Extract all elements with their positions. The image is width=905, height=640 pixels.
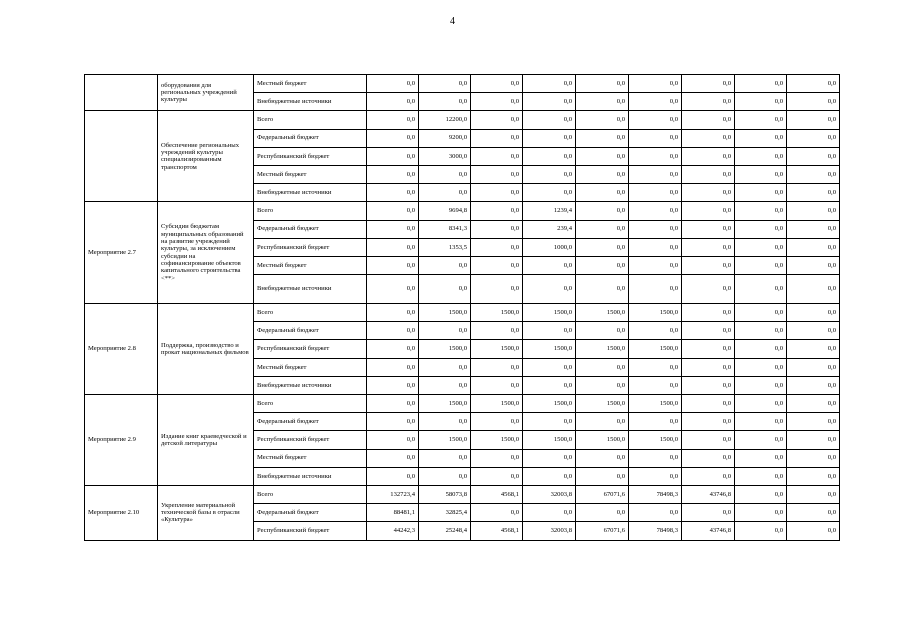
- amount-cell: 0,0: [367, 395, 419, 413]
- amount-cell: 0,0: [576, 467, 629, 485]
- measure-name-cell: Поддержка, производство и прокат национальных фильмов: [158, 304, 254, 395]
- amount-cell: 0,0: [682, 184, 735, 202]
- funding-source-cell: Республиканский бюджет: [254, 147, 367, 165]
- amount-cell: 1500,0: [629, 431, 682, 449]
- funding-source-cell: Федеральный бюджет: [254, 129, 367, 147]
- funding-source-cell: Внебюджетные источники: [254, 184, 367, 202]
- amount-cell: 0,0: [367, 304, 419, 322]
- amount-cell: 0,0: [419, 376, 471, 394]
- funding-source-cell: Внебюджетные источники: [254, 93, 367, 111]
- funding-source-cell: Внебюджетные источники: [254, 275, 367, 304]
- amount-cell: 0,0: [735, 93, 787, 111]
- amount-cell: 43746,8: [682, 522, 735, 540]
- amount-cell: 0,0: [367, 413, 419, 431]
- amount-cell: 0,0: [471, 467, 523, 485]
- amount-cell: 0,0: [367, 93, 419, 111]
- amount-cell: 4568,1: [471, 522, 523, 540]
- amount-cell: 0,0: [735, 75, 787, 93]
- amount-cell: 0,0: [787, 256, 840, 274]
- amount-cell: 0,0: [787, 376, 840, 394]
- amount-cell: 12200,0: [419, 111, 471, 129]
- amount-cell: 0,0: [787, 184, 840, 202]
- amount-cell: 0,0: [367, 376, 419, 394]
- amount-cell: 0,0: [735, 129, 787, 147]
- amount-cell: 0,0: [735, 238, 787, 256]
- amount-cell: 1500,0: [576, 431, 629, 449]
- amount-cell: 0,0: [576, 75, 629, 93]
- amount-cell: 0,0: [629, 376, 682, 394]
- amount-cell: 0,0: [419, 322, 471, 340]
- amount-cell: 32003,8: [523, 522, 576, 540]
- amount-cell: 1500,0: [523, 304, 576, 322]
- funding-source-cell: Федеральный бюджет: [254, 322, 367, 340]
- amount-cell: 78498,3: [629, 485, 682, 503]
- amount-cell: 0,0: [471, 322, 523, 340]
- amount-cell: 0,0: [419, 275, 471, 304]
- amount-cell: 0,0: [471, 75, 523, 93]
- amount-cell: 0,0: [523, 93, 576, 111]
- amount-cell: 1500,0: [419, 340, 471, 358]
- funding-source-cell: Местный бюджет: [254, 75, 367, 93]
- funding-source-cell: Всего: [254, 202, 367, 220]
- amount-cell: 0,0: [787, 238, 840, 256]
- funding-source-cell: Внебюджетные источники: [254, 467, 367, 485]
- amount-cell: 0,0: [735, 256, 787, 274]
- amount-cell: 0,0: [471, 256, 523, 274]
- amount-cell: 0,0: [787, 449, 840, 467]
- amount-cell: 0,0: [629, 322, 682, 340]
- amount-cell: 32825,4: [419, 504, 471, 522]
- funding-source-cell: Местный бюджет: [254, 256, 367, 274]
- amount-cell: 0,0: [735, 165, 787, 183]
- amount-cell: 0,0: [735, 304, 787, 322]
- amount-cell: 0,0: [787, 129, 840, 147]
- amount-cell: 1500,0: [471, 395, 523, 413]
- amount-cell: 0,0: [367, 202, 419, 220]
- funding-source-cell: Республиканский бюджет: [254, 238, 367, 256]
- amount-cell: 0,0: [576, 275, 629, 304]
- amount-cell: 0,0: [682, 304, 735, 322]
- amount-cell: 0,0: [682, 395, 735, 413]
- amount-cell: 239,4: [523, 220, 576, 238]
- amount-cell: 0,0: [629, 238, 682, 256]
- amount-cell: 0,0: [787, 75, 840, 93]
- amount-cell: 0,0: [367, 358, 419, 376]
- table-row: [85, 75, 840, 93]
- amount-cell: 0,0: [419, 93, 471, 111]
- amount-cell: 0,0: [576, 322, 629, 340]
- amount-cell: 0,0: [523, 165, 576, 183]
- budget-table: [84, 74, 840, 541]
- amount-cell: 0,0: [682, 220, 735, 238]
- amount-cell: 0,0: [682, 256, 735, 274]
- amount-cell: 0,0: [787, 413, 840, 431]
- amount-cell: 0,0: [523, 129, 576, 147]
- amount-cell: 0,0: [367, 275, 419, 304]
- amount-cell: 0,0: [735, 322, 787, 340]
- amount-cell: 0,0: [629, 75, 682, 93]
- amount-cell: 1500,0: [576, 304, 629, 322]
- amount-cell: 0,0: [419, 358, 471, 376]
- amount-cell: 0,0: [682, 449, 735, 467]
- amount-cell: 1500,0: [419, 395, 471, 413]
- amount-cell: 0,0: [682, 202, 735, 220]
- amount-cell: 0,0: [576, 93, 629, 111]
- amount-cell: 0,0: [471, 129, 523, 147]
- amount-cell: 0,0: [419, 449, 471, 467]
- event-cell: Мероприятие 2.7: [85, 202, 158, 304]
- amount-cell: 8341,3: [419, 220, 471, 238]
- amount-cell: 0,0: [523, 467, 576, 485]
- amount-cell: 0,0: [471, 504, 523, 522]
- amount-cell: 0,0: [735, 111, 787, 129]
- amount-cell: 0,0: [682, 147, 735, 165]
- amount-cell: 88481,1: [367, 504, 419, 522]
- amount-cell: 0,0: [629, 449, 682, 467]
- amount-cell: 0,0: [735, 449, 787, 467]
- measure-name-cell: Издание книг краеведческой и детской литературы: [158, 395, 254, 486]
- amount-cell: 0,0: [576, 449, 629, 467]
- amount-cell: 0,0: [682, 129, 735, 147]
- amount-cell: 0,0: [787, 358, 840, 376]
- amount-cell: 0,0: [471, 147, 523, 165]
- funding-source-cell: Всего: [254, 395, 367, 413]
- event-cell: Мероприятие 2.8: [85, 304, 158, 395]
- amount-cell: 0,0: [367, 449, 419, 467]
- amount-cell: 0,0: [787, 202, 840, 220]
- amount-cell: 132723,4: [367, 485, 419, 503]
- measure-name-cell: Укрепление материальной технической базы в отрасли «Культура»: [158, 485, 254, 540]
- amount-cell: 0,0: [735, 184, 787, 202]
- amount-cell: 0,0: [523, 275, 576, 304]
- amount-cell: 0,0: [367, 184, 419, 202]
- amount-cell: 0,0: [735, 202, 787, 220]
- amount-cell: 0,0: [523, 504, 576, 522]
- funding-source-cell: Всего: [254, 485, 367, 503]
- amount-cell: 0,0: [735, 395, 787, 413]
- amount-cell: 0,0: [787, 220, 840, 238]
- amount-cell: 0,0: [367, 256, 419, 274]
- table-row: [85, 485, 840, 503]
- amount-cell: 0,0: [682, 431, 735, 449]
- amount-cell: 0,0: [576, 129, 629, 147]
- amount-cell: 0,0: [419, 165, 471, 183]
- amount-cell: 0,0: [367, 165, 419, 183]
- amount-cell: 0,0: [367, 129, 419, 147]
- amount-cell: 0,0: [471, 413, 523, 431]
- funding-source-cell: Местный бюджет: [254, 165, 367, 183]
- amount-cell: 1000,0: [523, 238, 576, 256]
- amount-cell: 0,0: [787, 147, 840, 165]
- amount-cell: 0,0: [735, 431, 787, 449]
- amount-cell: 0,0: [471, 111, 523, 129]
- amount-cell: 67071,6: [576, 485, 629, 503]
- funding-source-cell: Всего: [254, 111, 367, 129]
- amount-cell: 0,0: [629, 129, 682, 147]
- amount-cell: 1353,5: [419, 238, 471, 256]
- amount-cell: 1500,0: [629, 395, 682, 413]
- amount-cell: 0,0: [682, 238, 735, 256]
- measure-name-cell: Субсидии бюджетам муниципальных образований на развитие учреждений культуры, за исключением субсидии на софинансирование объектов капитального строительства <**>: [158, 202, 254, 304]
- funding-source-cell: Федеральный бюджет: [254, 504, 367, 522]
- amount-cell: 0,0: [735, 376, 787, 394]
- amount-cell: 0,0: [682, 413, 735, 431]
- amount-cell: 0,0: [523, 358, 576, 376]
- amount-cell: 1500,0: [471, 340, 523, 358]
- amount-cell: 3000,0: [419, 147, 471, 165]
- amount-cell: 0,0: [576, 220, 629, 238]
- amount-cell: 0,0: [419, 75, 471, 93]
- amount-cell: 9200,0: [419, 129, 471, 147]
- amount-cell: 0,0: [787, 275, 840, 304]
- amount-cell: 0,0: [523, 449, 576, 467]
- amount-cell: 0,0: [576, 238, 629, 256]
- amount-cell: 0,0: [735, 467, 787, 485]
- amount-cell: 0,0: [523, 322, 576, 340]
- amount-cell: 0,0: [471, 220, 523, 238]
- amount-cell: 0,0: [682, 358, 735, 376]
- measure-name-cell: Обеспечение региональных учреждений культуры специализированным транспортом: [158, 111, 254, 202]
- amount-cell: 0,0: [576, 504, 629, 522]
- event-cell: Мероприятие 2.9: [85, 395, 158, 486]
- amount-cell: 0,0: [735, 147, 787, 165]
- amount-cell: 0,0: [787, 467, 840, 485]
- amount-cell: 0,0: [682, 504, 735, 522]
- amount-cell: 0,0: [367, 467, 419, 485]
- amount-cell: 0,0: [523, 413, 576, 431]
- amount-cell: 0,0: [576, 165, 629, 183]
- funding-source-cell: Республиканский бюджет: [254, 340, 367, 358]
- amount-cell: 1500,0: [523, 431, 576, 449]
- amount-cell: 0,0: [682, 322, 735, 340]
- amount-cell: 0,0: [682, 340, 735, 358]
- amount-cell: 0,0: [576, 256, 629, 274]
- page-number: 4: [450, 16, 455, 27]
- amount-cell: 0,0: [367, 340, 419, 358]
- amount-cell: 0,0: [682, 165, 735, 183]
- amount-cell: 0,0: [419, 256, 471, 274]
- amount-cell: 0,0: [576, 147, 629, 165]
- amount-cell: 0,0: [682, 467, 735, 485]
- amount-cell: 0,0: [787, 304, 840, 322]
- amount-cell: 0,0: [629, 413, 682, 431]
- amount-cell: 0,0: [787, 93, 840, 111]
- amount-cell: 0,0: [523, 111, 576, 129]
- funding-source-cell: Местный бюджет: [254, 358, 367, 376]
- amount-cell: 0,0: [787, 504, 840, 522]
- amount-cell: 0,0: [471, 449, 523, 467]
- amount-cell: 0,0: [735, 522, 787, 540]
- amount-cell: 0,0: [682, 111, 735, 129]
- funding-source-cell: Федеральный бюджет: [254, 220, 367, 238]
- amount-cell: 1500,0: [576, 340, 629, 358]
- amount-cell: 0,0: [471, 358, 523, 376]
- amount-cell: 0,0: [576, 358, 629, 376]
- amount-cell: 0,0: [735, 485, 787, 503]
- amount-cell: 1239,4: [523, 202, 576, 220]
- amount-cell: 0,0: [735, 504, 787, 522]
- amount-cell: 0,0: [787, 395, 840, 413]
- amount-cell: 1500,0: [523, 340, 576, 358]
- amount-cell: 9694,8: [419, 202, 471, 220]
- amount-cell: 0,0: [735, 413, 787, 431]
- amount-cell: 0,0: [629, 467, 682, 485]
- amount-cell: 0,0: [629, 184, 682, 202]
- amount-cell: 0,0: [367, 322, 419, 340]
- table-row: [85, 395, 840, 413]
- amount-cell: 0,0: [367, 238, 419, 256]
- amount-cell: 0,0: [523, 147, 576, 165]
- amount-cell: 0,0: [367, 111, 419, 129]
- amount-cell: 0,0: [367, 75, 419, 93]
- amount-cell: 0,0: [523, 376, 576, 394]
- amount-cell: 0,0: [576, 413, 629, 431]
- table-row: [85, 202, 840, 220]
- amount-cell: 0,0: [576, 111, 629, 129]
- amount-cell: 0,0: [576, 376, 629, 394]
- amount-cell: 0,0: [471, 376, 523, 394]
- amount-cell: 1500,0: [576, 395, 629, 413]
- amount-cell: 0,0: [682, 93, 735, 111]
- event-cell: [85, 111, 158, 202]
- amount-cell: 1500,0: [419, 431, 471, 449]
- amount-cell: 0,0: [471, 202, 523, 220]
- amount-cell: 0,0: [629, 165, 682, 183]
- amount-cell: 25248,4: [419, 522, 471, 540]
- amount-cell: 0,0: [576, 202, 629, 220]
- amount-cell: 0,0: [419, 413, 471, 431]
- amount-cell: 0,0: [629, 358, 682, 376]
- amount-cell: 0,0: [523, 256, 576, 274]
- amount-cell: 0,0: [629, 147, 682, 165]
- amount-cell: 0,0: [523, 75, 576, 93]
- funding-source-cell: Всего: [254, 304, 367, 322]
- amount-cell: 58073,8: [419, 485, 471, 503]
- amount-cell: 0,0: [471, 184, 523, 202]
- amount-cell: 0,0: [682, 275, 735, 304]
- amount-cell: 1500,0: [523, 395, 576, 413]
- amount-cell: 0,0: [523, 184, 576, 202]
- amount-cell: 0,0: [367, 220, 419, 238]
- amount-cell: 0,0: [787, 165, 840, 183]
- amount-cell: 67071,6: [576, 522, 629, 540]
- amount-cell: 1500,0: [419, 304, 471, 322]
- table-row: [85, 111, 840, 129]
- funding-source-cell: Республиканский бюджет: [254, 431, 367, 449]
- amount-cell: 1500,0: [471, 431, 523, 449]
- funding-source-cell: Республиканский бюджет: [254, 522, 367, 540]
- amount-cell: 0,0: [787, 522, 840, 540]
- amount-cell: 0,0: [682, 75, 735, 93]
- amount-cell: 0,0: [629, 275, 682, 304]
- amount-cell: 0,0: [629, 93, 682, 111]
- funding-source-cell: Федеральный бюджет: [254, 413, 367, 431]
- amount-cell: 0,0: [629, 111, 682, 129]
- amount-cell: 4568,1: [471, 485, 523, 503]
- amount-cell: 0,0: [787, 322, 840, 340]
- amount-cell: 0,0: [367, 431, 419, 449]
- amount-cell: 0,0: [787, 485, 840, 503]
- amount-cell: 0,0: [629, 504, 682, 522]
- amount-cell: 0,0: [787, 431, 840, 449]
- amount-cell: 0,0: [419, 467, 471, 485]
- amount-cell: 0,0: [787, 111, 840, 129]
- amount-cell: 44242,3: [367, 522, 419, 540]
- amount-cell: 0,0: [419, 184, 471, 202]
- amount-cell: 1500,0: [471, 304, 523, 322]
- amount-cell: 0,0: [735, 358, 787, 376]
- amount-cell: 0,0: [471, 93, 523, 111]
- amount-cell: 0,0: [735, 220, 787, 238]
- amount-cell: 0,0: [735, 340, 787, 358]
- amount-cell: 0,0: [629, 256, 682, 274]
- event-cell: [85, 75, 158, 111]
- amount-cell: 1500,0: [629, 304, 682, 322]
- amount-cell: 1500,0: [629, 340, 682, 358]
- event-cell: Мероприятие 2.10: [85, 485, 158, 540]
- amount-cell: 0,0: [682, 376, 735, 394]
- funding-source-cell: Местный бюджет: [254, 449, 367, 467]
- amount-cell: 0,0: [471, 275, 523, 304]
- amount-cell: 32003,8: [523, 485, 576, 503]
- amount-cell: 0,0: [367, 147, 419, 165]
- amount-cell: 0,0: [576, 184, 629, 202]
- amount-cell: 0,0: [735, 275, 787, 304]
- amount-cell: 0,0: [787, 340, 840, 358]
- amount-cell: 43746,8: [682, 485, 735, 503]
- amount-cell: 0,0: [629, 220, 682, 238]
- amount-cell: 0,0: [471, 165, 523, 183]
- table-row: [85, 304, 840, 322]
- amount-cell: 0,0: [629, 202, 682, 220]
- funding-source-cell: Внебюджетные источники: [254, 376, 367, 394]
- measure-name-cell: оборудования для региональных учреждений культуры: [158, 75, 254, 111]
- amount-cell: 78498,3: [629, 522, 682, 540]
- amount-cell: 0,0: [471, 238, 523, 256]
